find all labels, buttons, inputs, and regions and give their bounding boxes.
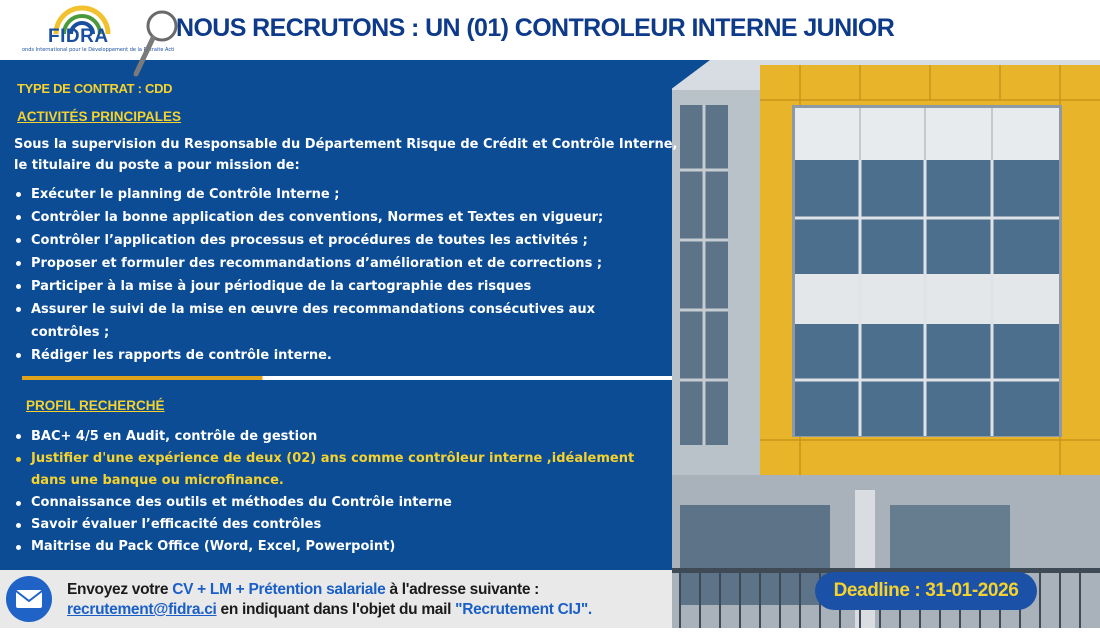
page-title: NOUS RECRUTONS : UN (01) CONTROLEUR INTERNE JUNIOR [176,14,895,42]
documents-required: CV + LM + Prétention salariale [172,581,386,598]
email-subject: "Recrutement CIJ". [455,601,592,618]
list-item: Proposer et formuler des recommandations d’amélioration et de corrections ; [14,252,674,275]
list-item: Rédiger les rapports de contrôle interne. [14,344,674,367]
instructions-text: à l'adresse suivante : [385,581,540,598]
building-illustration [660,60,1100,628]
envelope-icon [6,576,52,622]
profile-heading: PROFIL RECHERCHÉ [26,398,165,413]
list-item: Exécuter le planning de Contrôle Interne ; [14,183,674,206]
list-item [14,298,674,344]
contract-value: CDD [144,81,173,96]
deadline-badge: Deadline : 31-01-2026 [815,572,1037,610]
activities-heading: ACTIVITÉS PRINCIPALES [17,109,182,124]
intro-line-1: Sous la supervision du Responsable du Département Risque de Crédit et Contrôle Interne, [14,137,678,152]
list-item-continuation: dans une banque ou microfinance. [31,473,284,488]
list-item-continuation: contrôles ; [31,325,110,340]
instructions-line-2 [67,600,667,620]
profile-list [14,425,674,558]
application-instructions [67,580,667,620]
list-item: Maitrise du Pack Office (Word, Excel, Powerpoint) [14,536,674,558]
email-link[interactable]: recrutement@fidra.ci [67,601,217,618]
mail-icon [6,576,52,622]
instructions-line-1 [67,580,667,600]
building-photo [660,60,1100,628]
list-item: BAC+ 4/5 en Audit, contrôle de gestion [14,425,674,448]
list-item: Savoir évaluer l’efficacité des contrôles [14,514,674,536]
list-item: Participer à la mise à jour périodique de la cartographie des risques [14,275,674,298]
list-item: Contrôler la bonne application des conventions, Normes et Textes en vigueur; [14,206,674,229]
instructions-text: Envoyez votre [67,581,173,598]
list-item: Connaissance des outils et méthodes du Contrôle interne [14,492,674,514]
contract-label: TYPE DE CONTRAT : [17,81,142,96]
list-item-text: Justifier d'une expérience de deux (02) ans comme contrôleur interne ,idéalement [31,451,635,466]
activities-list [14,183,674,367]
list-item-highlight [14,448,674,492]
magnifier-icon [130,8,180,80]
section-divider [22,376,672,380]
contract-type [17,81,172,96]
logo-wordmark: FIDRA [48,26,109,47]
list-item-text: Assurer le suivi de la mise en œuvre des recommandations consécutives aux [31,302,596,317]
instructions-text: en indiquant dans l'objet du mail [216,601,456,618]
list-item: Contrôler l’application des processus et procédures de toutes les activités ; [14,229,674,252]
intro-line-2: le titulaire du poste a pour mission de: [14,158,300,173]
logo-subtitle: onds International pour le Développement de la Retraite Acti [22,47,175,53]
activities-intro [14,134,679,176]
